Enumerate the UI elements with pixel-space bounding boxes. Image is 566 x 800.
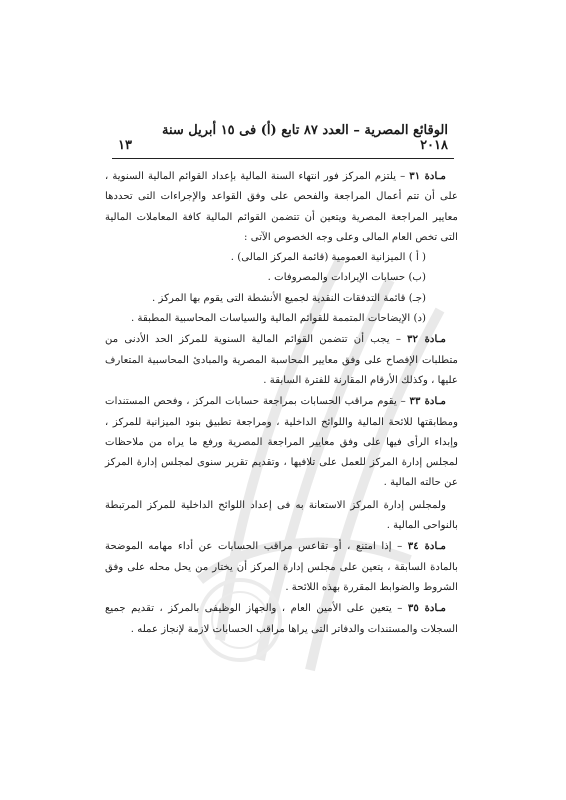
article-text: – يتعين على الأمين العام ، والجهاز الوظيفى بالمركز ، تقديم جميع السجلات والمستندات والدفاتر التى يراها مراقب الحسابات لازمة لإنجاز عمله . [105, 603, 458, 635]
header-title: الوقائع المصرية – العدد ٨٧ تابع (أ) فى ١٥ أبريل سنة ٢٠١٨ [161, 123, 448, 153]
list-item: (جـ) قائمة التدفقات النقدية لجميع الأنشطة التى يقوم بها المركز . [152, 292, 426, 304]
list-item: (ب) حسابات الإيرادات والمصروفات . [267, 272, 426, 284]
document-body [105, 166, 458, 640]
header-divider [112, 158, 454, 159]
article-text: – يقوم مراقب الحسابات بمراجعة حسابات المركز ، وفحص المستندات ومطابقتها للائحة المالية واللوائح الداخلية ، ومراجعة تطبيق بنود الميزانية للمركز ، وإبداء الرأى فيها على وفق معايير المراجعة المصرية ورفع ما يراه من ملاحظات لمجلس إدارة المركز للعمل على تلافيها ، وتقديم تقرير سنوى لمجلس إدارة المركز عن حالته المالية . [105, 396, 458, 489]
article-label: مـادة ٣٢ [407, 333, 446, 346]
article-label: مـادة ٣١ [409, 170, 447, 182]
article-34 [105, 536, 458, 598]
list-item: (د) الإيضاحات المتممة للقوائم المالية والسياسات المحاسبية المطبقة . [131, 313, 426, 325]
article-label: مـادة ٣٥ [407, 602, 447, 615]
article-32 [105, 329, 458, 391]
article-text: – يلتزم المركز فور انتهاء السنة المالية بإعداد القوائم المالية السنوية ، على أن تتم أعمال المراجعة والفحص على وفق القواعد والإجراءات التى تحددها معايير المراجعة المصرية ويتعين أن تتضمن القوائم المالية كافة المعاملات المالية التى تخص العام المالى وعلى وجه الخصوص الآتى : [105, 171, 458, 243]
article-33-extra: ولمجلس إدارة المركز الاستعانة به فى إعداد اللوائح الداخلية للمركز المرتبطة بالنواحى المالية . [105, 499, 458, 532]
article-text: – إذا امتنع ، أو تقاعس مراقب الحسابات عن أداء مهامه الموضحة بالمادة السابقة ، يتعين على مجلس إدارة المركز أن يختار من يحل محله على وفق الشروط والضوابط المقررة بهذه اللائحة . [105, 541, 458, 593]
article-text: – يجب أن تتضمن القوائم المالية السنوية للمركز الحد الأدنى من متطلبات الإفصاح على وفق معايير المحاسبة المصرية والمبادئ المحاسبية المتعارف عليها ، وكذلك الأرقام المقارنة للفترة السابقة . [105, 334, 458, 386]
article-label: مـادة ٣٣ [409, 395, 446, 408]
article-35 [105, 598, 458, 640]
article-33 [105, 391, 458, 493]
article-31 [105, 166, 458, 248]
page-number: ١٣ [118, 138, 132, 153]
page-header [118, 123, 448, 153]
article-label: مـادة ٣٤ [407, 540, 446, 553]
list-item: ( أ ) الميزانية العمومية (قائمة المركز المالى) . [230, 252, 426, 264]
